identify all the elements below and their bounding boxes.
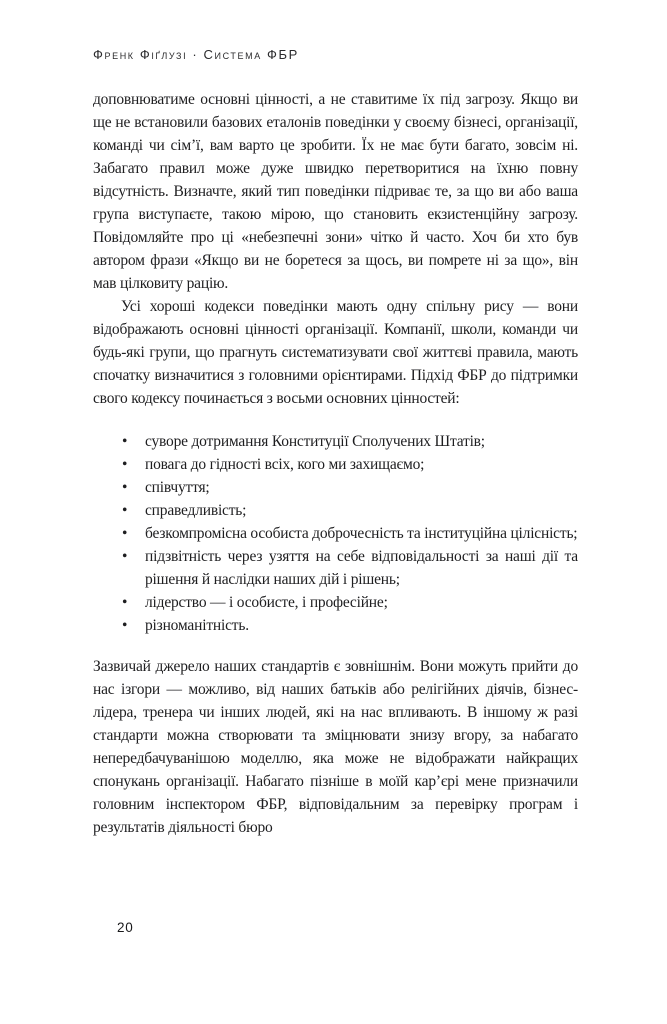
- page-number: 20: [117, 920, 134, 935]
- list-item: • повага до гідності всіх, кого ми захищаємо;: [93, 453, 578, 476]
- list-item: • різноманітність.: [93, 614, 578, 637]
- list-item: • лідерство — і особисте, і професійне;: [93, 591, 578, 614]
- page-body: [93, 88, 578, 839]
- paragraph-continuation: доповнюватиме основні цінності, а не ставитиме їх під загрозу. Якщо ви ще не встановили базових еталонів поведінки у своєму бізнесі, організації, команді чи сім’ї, вам варто це зробити. Їх не має бути багато, зовсім ні. Забагато правил може дуже швидко перетворитися на їхню повну відсутність. Визначте, який тип поведінки підриває те, за що ви або ваша група виступаєте, такою мірою, що становить екзистенційну загрозу. Повідомляйте про ці «небезпечні зони» чітко й часто. Хоч би хто був автором фрази «Якщо ви не боретеся за щось, ви помрете ні за що», він мав цілковиту рацію.: [93, 91, 578, 292]
- core-values-list: [93, 430, 578, 637]
- running-header: Френк Фіґлузі · Система ФБР: [93, 47, 299, 62]
- list-item: • співчуття;: [93, 476, 578, 499]
- list-item: • суворе дотримання Конституції Сполучених Штатів;: [93, 430, 578, 453]
- list-item: • безкомпромісна особиста доброчесність та інституційна цілісність;: [93, 522, 578, 545]
- list-item: • підзвітність через узяття на себе відповідальності за наші дії та рішення й наслідки наших дій і рішень;: [93, 545, 578, 591]
- paragraph-standards-origin: Зазвичай джерело наших стандартів є зовнішнім. Вони можуть прийти до нас ізгори — можливо, від наших батьків або релігійних діячів, бізнес-лідера, тренера чи інших людей, які на нас впливають. В іншому ж разі стандарти можна створювати та зміцнювати знизу вгору, за набагато непередбачуванішою моделлю, яка може не відображати найкращих спонукань організації. Набагато пізніше в моїй кар’єрі мене призначили головним інспектором ФБР, відповідальним за перевірку програм і результатів діяльності бюро: [93, 658, 578, 836]
- list-item: • справедливість;: [93, 499, 578, 522]
- paragraph-core-values-intro: Усі хороші кодекси поведінки мають одну спільну рису — вони відображають основні цінності організації. Компанії, школи, команди чи будь-які групи, що прагнуть систематизувати свої життєві правила, мають спочатку визначитися з головними орієнтирами. Підхід ФБР до підтримки свого кодексу починається з восьми основних цінностей:: [93, 298, 578, 407]
